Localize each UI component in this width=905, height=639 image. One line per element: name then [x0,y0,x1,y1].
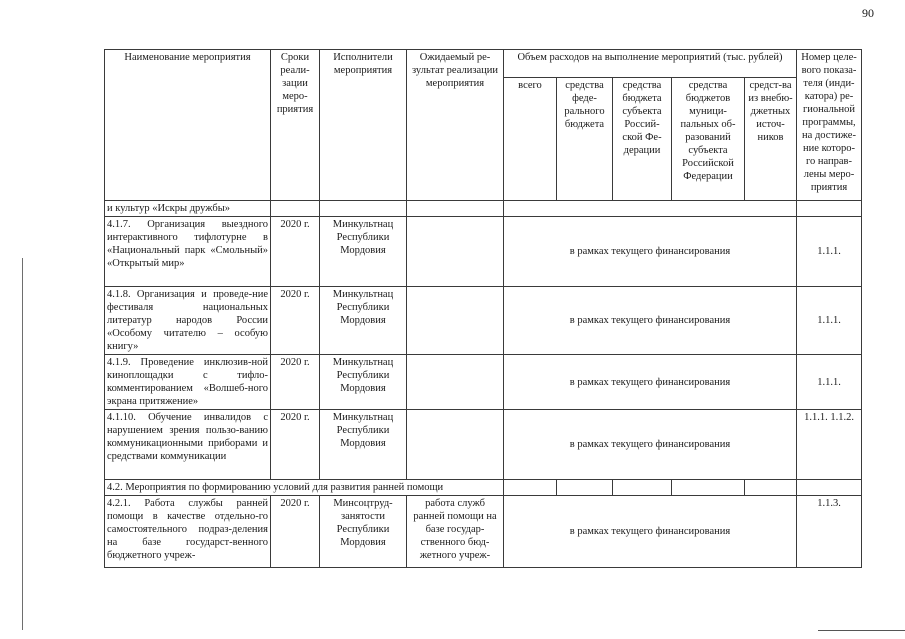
measure-term: 2020 г. [271,217,320,287]
measure-expected [407,287,504,355]
measure-name: 4.1.10. Обучение инвалидов с нарушением зрения пользо-ванию коммуникационными приборами и средствами коммуникации [105,410,271,480]
table-row [105,217,862,287]
indicator-number: 1.1.1. [797,217,862,287]
measure-executor: Минсоцтруд-занятости Республики Мордовия [320,496,407,568]
indicator-number: 1.1.1. [797,355,862,410]
header-expected-result: Ожидаемый ре-зультат реализации мероприятия [407,50,504,201]
continuation-text: и культур «Искры дружбы» [105,201,271,217]
funding-label: в рамках текущего финансирования [504,217,797,287]
measure-executor: Минкультнац Республики Мордовия [320,410,407,480]
measure-executor: Минкультнац Республики Мордовия [320,217,407,287]
section-row [105,480,862,496]
measure-term: 2020 г. [271,410,320,480]
measure-executor: Минкультнац Республики Мордовия [320,287,407,355]
scan-margin-line [22,258,23,630]
scan-bottom-line [818,630,905,631]
measure-expected [407,217,504,287]
header-executors: Исполнители мероприятия [320,50,407,201]
measure-name: 4.1.9. Проведение инклюзив-ной киноплощадки с тифло-комментированием «Волшеб-ного экрана притяжение» [105,355,271,410]
table-row [105,496,862,568]
header-indicator: Номер целе-вого показа-теля (инди-катора) ре-гиональной программы, на достиже-ние которо-го направ-лены меро-приятия [797,50,862,201]
table-row [105,355,862,410]
measure-expected [407,355,504,410]
measure-executor: Минкультнац Республики Мордовия [320,355,407,410]
indicator-number: 1.1.1. 1.1.2. [797,410,862,480]
measure-term: 2020 г. [271,496,320,568]
table-row [105,287,862,355]
measure-expected: работа служб ранней помощи на базе государ-ственного бюд-жетного учреж- [407,496,504,568]
header-name: Наименование мероприятия [105,50,271,201]
funding-label: в рамках текущего финансирования [504,496,797,568]
measure-term: 2020 г. [271,355,320,410]
measure-name: 4.1.8. Организация и проведе-ние фестиваля национальных литератур народов России «Особому читателю – особую книгу» [105,287,271,355]
measure-name: 4.2.1. Работа службы ранней помощи в качестве отдельно-го самостоятельного подраз-деления на базе государст-венного бюджетного учреж- [105,496,271,568]
header-term: Сроки реали-зации меро-приятия [271,50,320,201]
page-number: 90 [862,6,874,20]
measures-table [104,49,862,568]
measure-name: 4.1.7. Организация выездного интерактивного тифлотурне в «Национальный парк «Смольный» «Открытый мир» [105,217,271,287]
indicator-number: 1.1.3. [797,496,862,568]
indicator-number: 1.1.1. [797,287,862,355]
header-extra: средст-ва из внебю-джетных источ-ников [745,78,797,201]
funding-label: в рамках текущего финансирования [504,410,797,480]
header-total: всего [504,78,557,201]
header-federal: средства феде-рального бюджета [557,78,613,201]
measure-term: 2020 г. [271,287,320,355]
funding-label: в рамках текущего финансирования [504,287,797,355]
header-subject: средства бюджета субъекта Россий-ской Фе-дерации [613,78,672,201]
header-municipal: средства бюджетов муници-пальных об-разований субъекта Российской Федерации [672,78,745,201]
header-expenses: Объем расходов на выполнение мероприятий (тыс. рублей) [504,50,797,78]
continuation-row [105,201,862,217]
measure-expected [407,410,504,480]
section-title: 4.2. Мероприятия по формированию условий для развития ранней помощи [105,480,504,496]
funding-label: в рамках текущего финансирования [504,355,797,410]
table-row [105,410,862,480]
header-row-1 [105,50,862,78]
